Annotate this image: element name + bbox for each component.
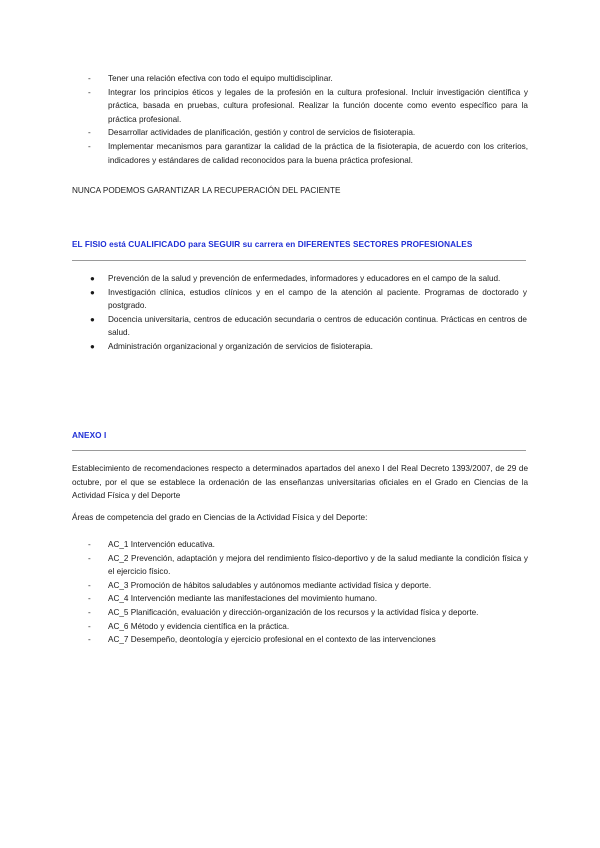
section-divider bbox=[72, 260, 526, 261]
dash-marker: - bbox=[88, 594, 91, 604]
bullet-marker: ● bbox=[90, 314, 95, 324]
list-item: - AC_6 Método y evidencia científica en la práctica. bbox=[88, 620, 528, 634]
list-item: ● Administración organizacional y organización de servicios de fisioterapia. bbox=[90, 340, 527, 354]
bullet-marker: ● bbox=[90, 287, 95, 297]
list-item: - Integrar los principios éticos y legales de la profesión en la cultura profesional. Incluir investigación científica y práctica, basada en pruebas, cultura profesional. Realizar la función docente como evento específico para la práctica profesional. bbox=[88, 87, 528, 124]
annex-intro-paragraph: Establecimiento de recomendaciones respecto a determinados apartados del anexo I del Real Decreto 1393/2007, de 29 de octubre, por el que se establece la ordenación de las enseñanzas universitarias oficiales en el Grado en Ciencias de la Actividad Física y del Deporte bbox=[72, 464, 528, 501]
dash-marker: - bbox=[88, 553, 91, 563]
list-item: - AC_7 Desempeño, deontología y ejercicio profesional en el contexto de las intervenciones bbox=[88, 633, 528, 647]
section-heading-sectores: EL FISIO está CUALIFICADO para SEGUIR su carrera en DIFERENTES SECTORES PROFESIONALES bbox=[72, 240, 473, 249]
list-item: ● Prevención de la salud y prevención de enfermedades, informadores y educadores en el campo de la salud. bbox=[90, 272, 527, 286]
dash-marker: - bbox=[88, 87, 91, 97]
dash-marker: - bbox=[88, 74, 91, 83]
list-item: - Desarrollar actividades de planificación, gestión y control de servicios de fisioterapia. bbox=[88, 126, 528, 140]
list-item: - AC_1 Intervención educativa. bbox=[88, 538, 528, 552]
areas-dash-list bbox=[88, 538, 528, 647]
dash-marker: - bbox=[88, 621, 91, 631]
dash-marker: - bbox=[88, 141, 91, 151]
dash-marker: - bbox=[88, 607, 91, 617]
list-item: - AC_3 Promoción de hábitos saludables y autónomos mediante actividad física y deporte. bbox=[88, 579, 528, 593]
annex-heading: ANEXO I bbox=[72, 431, 107, 440]
sectores-bullet-list bbox=[90, 272, 527, 354]
bullet-marker: ● bbox=[90, 274, 95, 283]
list-item: ● Docencia universitaria, centros de educación secundaria o centros de educación continua. Prácticas en centros de salud. bbox=[90, 314, 527, 338]
list-item: - Tener una relación efectiva con todo el equipo multidisciplinar. bbox=[88, 72, 528, 86]
list-item: - Implementar mecanismos para garantizar la calidad de la práctica de la fisioterapia, de acuerdo con los criterios, indicadores y estándares de calidad reconocidos para la buena práctica profesional. bbox=[88, 141, 528, 165]
list-item: - AC_4 Intervención mediante las manifestaciones del movimiento humano. bbox=[88, 592, 528, 606]
dash-marker: - bbox=[88, 540, 91, 549]
dash-marker: - bbox=[88, 580, 91, 590]
list-item: - AC_5 Planificación, evaluación y dirección-organización de los recursos y la actividad física y deporte. bbox=[88, 606, 528, 620]
areas-heading: Áreas de competencia del grado en Ciencias de la Actividad Física y del Deporte: bbox=[72, 513, 368, 522]
list-item: - AC_2 Prevención, adaptación y mejora del rendimiento físico-deportivo y de la salud mediante la condición física y el ejercicio físico. bbox=[88, 553, 528, 577]
list-item: ● Investigación clínica, estudios clínicos y en el campo de la atención al paciente. Programas de doctorado y postgrado. bbox=[90, 287, 527, 311]
dash-marker: - bbox=[88, 635, 91, 645]
top-dash-list bbox=[88, 72, 528, 167]
annex-divider bbox=[72, 450, 526, 451]
dash-marker: - bbox=[88, 128, 91, 138]
bullet-marker: ● bbox=[90, 341, 95, 351]
statement-text: NUNCA PODEMOS GARANTIZAR LA RECUPERACIÓN DEL PACIENTE bbox=[72, 186, 341, 195]
